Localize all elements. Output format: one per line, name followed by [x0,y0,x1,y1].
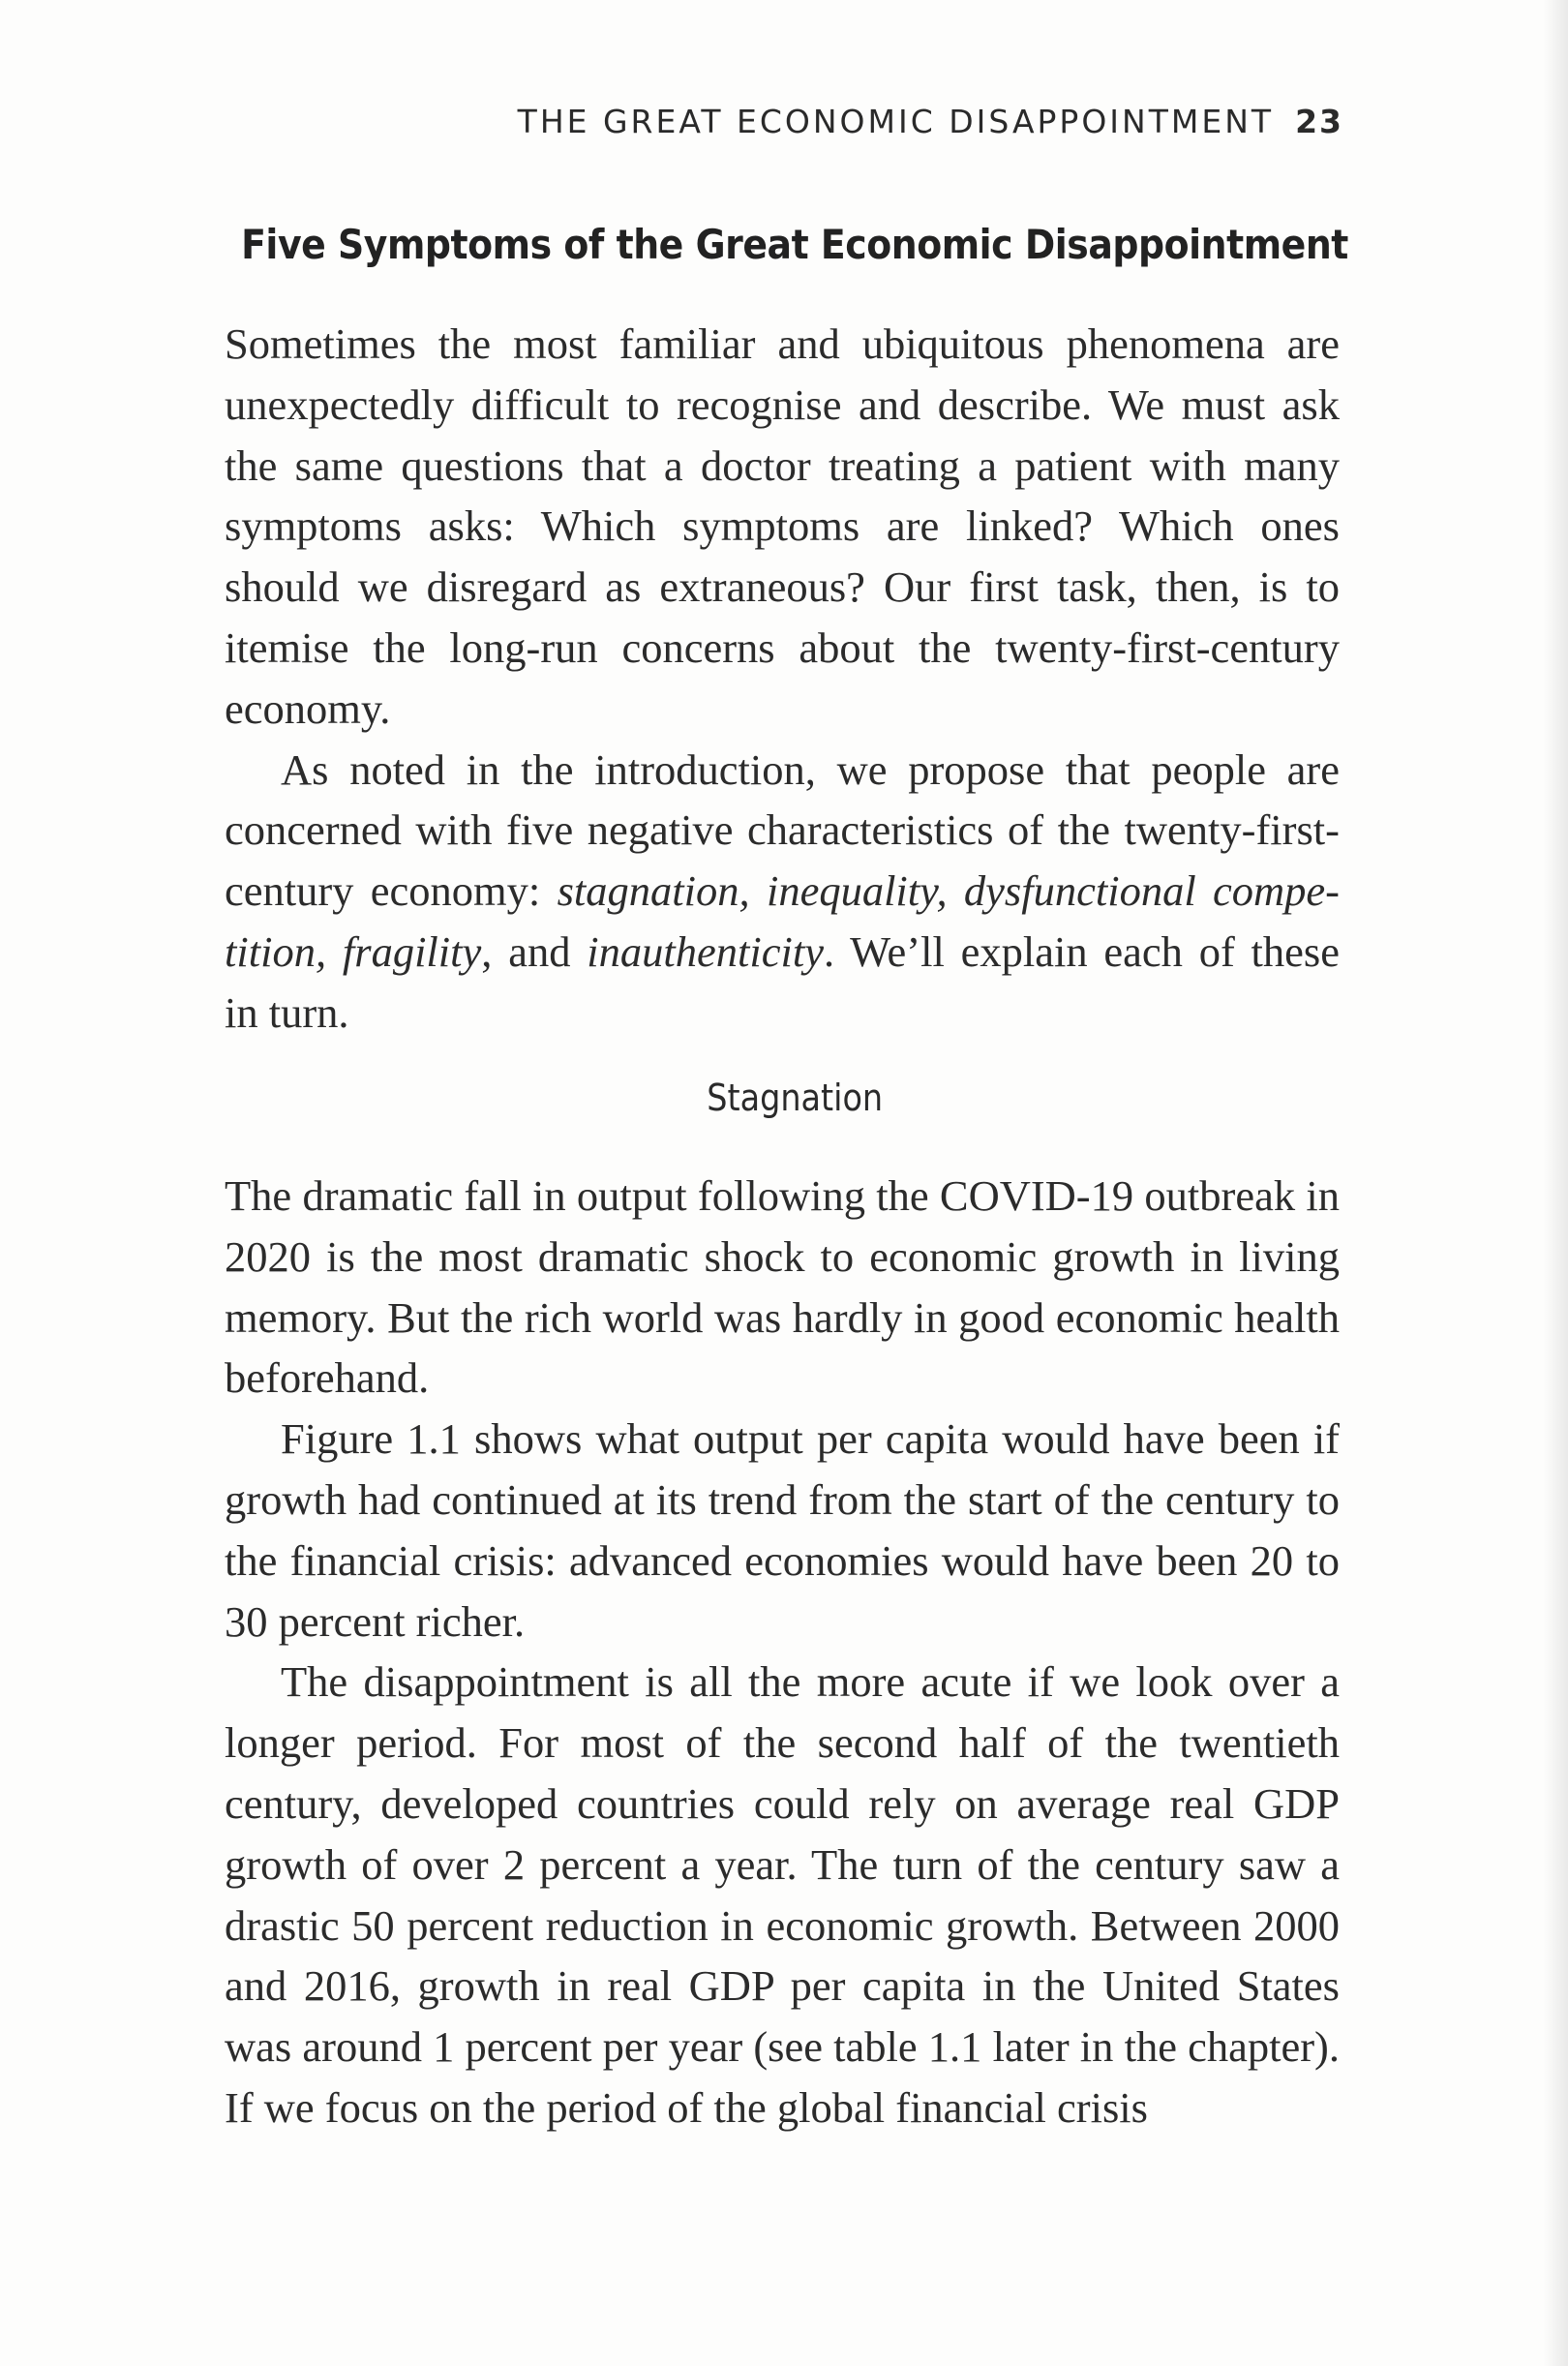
section-heading: Five Symptoms of the Great Economic Disappointment [241,221,1348,268]
term-inauthenticity: inauthenticity [587,926,824,976]
term-stagnation: stagnation, [557,866,767,916]
paragraph-text: , and [481,926,588,976]
paragraph: Figure 1.1 shows what output per capita would have been if growth had continued at its trend from the start of the century to the financial crisis: advanced economies would have been 20 to 30 percent richer. [225,1414,1340,1646]
term-inequality: inequality, [766,866,964,916]
paragraph-text: . We’ll explain each of these in turn. [225,926,1340,1037]
page-number: 23 [1295,103,1343,140]
term-dysfunctional-competition: dysfunctional competition, [225,866,1340,976]
subsection-heading: Stagnation [707,1077,884,1119]
subsection-body [225,1166,1340,2138]
section-body [225,314,1340,1044]
page-edge-shadow [1543,0,1568,2366]
paragraph [225,740,1340,1044]
term-fragility: fragility [342,926,482,976]
paragraph: Sometimes the most familiar and ubiquitous phenomena are unexpectedly difficult to recognise and describe. We must ask the same questions that a doctor treating a patient with many symptoms asks: Which symptoms are linked? Which ones should we disregard as extraneous? Our first task, then, is to itemise the long-run concerns about the twenty-first-century economy. [225,319,1340,733]
paragraph-text: As noted in the introduction, we propose that people are concerned with five negative characteristics of the twenty-first-century economy: [225,744,1340,916]
paragraph: The dramatic fall in output following the COVID-19 outbreak in 2020 is the most dramatic shock to economic growth in living memory. But the rich world was hardly in good economic health beforehand. [225,1171,1340,1403]
running-head [518,103,1343,140]
running-head-title: THE GREAT ECONOMIC DISAPPOINTMENT [517,103,1275,140]
paragraph: The disappointment is all the more acute if we look over a longer period. For most of the second half of the twentieth century, developed countries could rely on average real GDP growth of over 2 percent a year. The turn of the century saw a drastic 50 percent reduction in economic growth. Between 2000 and 2016, growth in real GDP per capita in the United States was around 1 percent per year (see table 1.1 later in the chapter). If we focus on the period of the global financial crisis [225,1657,1340,2132]
